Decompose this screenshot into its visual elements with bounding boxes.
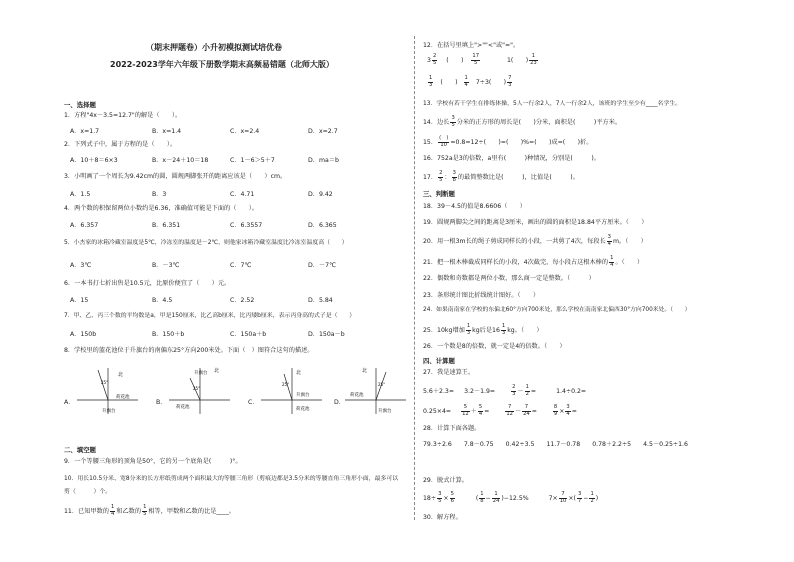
q8b-north-label: 北 (214, 368, 220, 374)
q4-option-b[interactable]: B．6.351 (152, 222, 181, 229)
question-27: 27．我是速算王。 (423, 369, 475, 376)
question-14: 14．边长 $\frac{3}{5}$ 分米的正方形的周长是( )分米，面积是( )平方米。 (423, 115, 622, 128)
question-2: 2．下列式子中，属于方程的是（ ）。 (64, 141, 177, 148)
q5-option-c[interactable]: C．7℃ (230, 262, 252, 269)
q29-row: 18÷ $\frac{3}{5}$ × $\frac{5}{6}$ ( $\frac{1}{8}$ − $\frac{1}{24}$ )−12.5% 7× $\frac{7}{10}$ ×( $\frac{3}{7}$ − $\frac{1}{2}$ ) (423, 491, 599, 504)
q12-frac-b: $\frac{17}{5}$ (472, 53, 479, 66)
question-3: 3．小明画了一个周长为9.42cm的圆，圆规两脚张开的距离应该是（ ）cm。 (64, 173, 287, 180)
question-6: 6．一本书打七折出售是10.5元，比原价便宜了（ ）元。 (64, 280, 231, 287)
q1-option-a[interactable]: A．x=1.7 (70, 128, 100, 135)
question-8: 8．学校里的篮花池位于升旗台的南偏东25°方向200米处。下面（ ）图符合这句的描述。 (64, 347, 314, 354)
q8d-center-label: 荷花池 (350, 393, 364, 398)
q12-row-2: $\frac{1}{3}$ ( ) $\frac{1}{4}$ 7÷3( ) $\frac{7}{3}$ (429, 75, 512, 88)
q3-option-c[interactable]: C．4.71 (230, 191, 255, 198)
q5-option-a[interactable]: A．3℃ (70, 262, 92, 269)
q2-option-a[interactable]: A．10＋8＝6×3 (70, 157, 118, 164)
left-column (64, 0, 409, 562)
q1-option-b[interactable]: B．x=1.4 (152, 128, 182, 135)
q8c-center-label: 荷花池 (296, 407, 310, 412)
question-20: 20．用一根3m长的绳子剪成同样长的小段，一共剪了4次，每段长 $\frac{3}{4}$ m。（ ） (423, 234, 647, 247)
page-title-1: （期末押题卷）小升初模拟测试培优卷 (146, 43, 282, 52)
page-title-2: 2022-2023学年六年级下册数学期末高频易错题（北师大版） (110, 60, 334, 69)
question-30: 30．解方程。 (423, 514, 462, 521)
question-15: 15． $\frac{( )}{10}$ =0.8=12÷( )=( )%=( )成=( )折。 (423, 135, 593, 148)
q12-blank-1[interactable]: ( ) (446, 57, 464, 65)
q6-option-d[interactable]: D．5.84 (308, 297, 333, 304)
section-calc: 四、计算题 (423, 357, 455, 365)
q7-option-a[interactable]: A．150b (70, 331, 97, 338)
section-fill: 二、填空题 (64, 446, 96, 454)
question-12: 12．在括号里填上">""<"或"="。 (423, 42, 520, 49)
q27-row-1: 5.6＋2.3= 3.2－1.9= $\frac{2}{3}$ － $\frac{1}{2}$ = 1.4÷0.2= (423, 384, 587, 397)
q12-whole: 3 (427, 57, 431, 65)
q5-option-b[interactable]: B．－3℃ (152, 262, 180, 269)
q8-diagram-d (340, 364, 410, 416)
question-18: 18．39－4.5的值是8.6606（ ） (423, 203, 526, 210)
q8-option-d[interactable]: D． (334, 399, 345, 406)
question-10: 10．用长10.5分米、宽8分米的长方形纸剪成两个面积最大的等腰三角形（剪痕边都是3.5分米的等腰直角三角形小面，最多可以剪（ ）个。 (64, 476, 399, 495)
q8b-angle-label: 25° (193, 386, 201, 391)
q8-diagram-a (72, 364, 142, 416)
q8-option-b[interactable]: B． (156, 399, 167, 406)
q2-option-c[interactable]: C．1－6＞5＋7 (230, 157, 275, 164)
q11-fraction-2: $\frac{1}{5}$ (143, 504, 147, 517)
question-25: 25．10kg增加 $\frac{1}{3}$ kg后是16 $\frac{1}{3}$ kg。（ ） (423, 323, 543, 336)
q8-diagram-b (164, 364, 234, 416)
q8b-center-label: 荷花池 (176, 405, 190, 410)
q8-diagram-c (256, 364, 326, 416)
question-16: 16．752a是3的倍数，a里有( )种情况，分别是( )。 (423, 155, 600, 162)
q2-option-b[interactable]: B．x－24＋10＝18 (152, 157, 209, 164)
question-21: 21．把一根木棒截成同样长的小段，4次截完，每小段占这根木棒的 $\frac{1}{4}$ 。（ ） (423, 255, 644, 268)
right-column (423, 0, 763, 562)
q3-option-b[interactable]: B．3 (152, 191, 167, 198)
q2-option-d[interactable]: D．ma＝b (308, 157, 339, 164)
q12-blank-2[interactable]: 1( ) (506, 57, 529, 65)
q11-text-b: 和乙数的 (116, 508, 142, 516)
q5-option-d[interactable]: D．－7℃ (308, 262, 337, 269)
q1-option-d[interactable]: D．x=2.7 (308, 128, 338, 135)
q8c-angle-label: 25° (282, 382, 290, 387)
q8c-point-label: 升旗台 (296, 393, 310, 398)
q8-option-c[interactable]: C． (248, 399, 259, 406)
q4-option-c[interactable]: C．6.3557 (230, 222, 263, 229)
column-divider (414, 36, 415, 520)
q8a-center-label: 荷花池 (116, 395, 130, 400)
question-22: 22．偶数和奇数都是两位小数，那么商一定是整数。（ ） (423, 275, 595, 282)
q12-frac-a: $\frac{2}{5}$ (432, 53, 437, 66)
q8a-angle-label: 25° (101, 380, 109, 385)
question-19: 19．圆规两脚尖之间的距离是3厘米，画出的圆的面积是18.84平方厘米。（ ） (423, 219, 648, 226)
q7-option-d[interactable]: D．150a－b (308, 331, 345, 338)
q12-row-1 (427, 54, 539, 72)
q8d-north-label: 北 (362, 368, 368, 374)
q12-frac-c: $\frac{1}{23}$ (530, 53, 537, 66)
question-23: 23．条形统计图比折线统计图好。（ ） (423, 292, 540, 299)
q4-option-a[interactable]: A．6.357 (70, 222, 99, 229)
q6-option-b[interactable]: B．4.5 (152, 297, 173, 304)
q8-option-a[interactable]: A． (64, 399, 75, 406)
q8b-point-label: 升旗台 (194, 371, 208, 376)
q7-option-c[interactable]: C．150a＋b (230, 331, 267, 338)
question-5: 5．小杰家的冰箱冷藏室温度是5℃，冷冻室的温度是－2℃，则他家冰箱冷藏室温度比冷冻室温度高（ ） (64, 240, 348, 246)
q8d-angle-label: 25° (378, 382, 386, 387)
question-26: 26．一个数是8的倍数，就一定是4的倍数。（ ） (423, 343, 566, 350)
q1-option-c[interactable]: C．x=2.4 (230, 128, 260, 135)
q11-fraction-1: $\frac{1}{4}$ (111, 504, 115, 517)
question-28: 28．计算下面各题。 (423, 425, 481, 432)
q6-option-c[interactable]: C．2.52 (230, 297, 255, 304)
q7-option-b[interactable]: B．150＋b (152, 331, 185, 338)
q4-option-d[interactable]: D．6.365 (308, 222, 337, 229)
question-24: 24．如果南南家在学校的东偏北60°方向700米处，那么学校在南南家北偏西30°方向700米处。（ ） (423, 307, 691, 313)
q8a-north-label: 北 (118, 372, 124, 378)
q11-text-a: 11．已知甲数的 (64, 508, 109, 516)
question-29: 29．脱式计算。 (423, 477, 468, 484)
section-choice: 一、选择题 (64, 101, 96, 109)
question-4: 4．两个数的积保留两位小数约是6.36，准确值可能是下面的（ ）。 (64, 205, 259, 212)
question-11 (64, 505, 235, 517)
q8c-north-label: 北 (296, 370, 302, 376)
question-17: 17． $\frac{2}{5}$ ： $\frac{3}{8}$ 的最简整数比是( )，比值是( )。 (423, 170, 579, 183)
q27-row-2: 0.25×4= $\frac{5}{12}$ ＋ $\frac{5}{4}$ = $\frac{7}{12}$ － $\frac{7}{24}$ = $\frac{8}{9}$ × $\frac{3}{4}$ = (423, 404, 577, 417)
question-9: 9．一个等腰三角形的顶角是50°，它的另一个底角是( )°。 (64, 458, 242, 465)
question-1: 1．方程"4x－3.5=12.7"的解是（ ）。 (64, 112, 182, 119)
q6-option-a[interactable]: A．15 (70, 297, 89, 304)
q28-row: 79.3÷2.6 7.8－0.75 0.42÷3.5 11.7－0.78 0.78＋2.2÷5 4.5－0.25÷1.6 (423, 441, 688, 448)
q8a-point-label: 升旗台 (102, 409, 116, 414)
section-judge: 三、判断题 (423, 190, 455, 198)
q3-option-a[interactable]: A．1.5 (70, 191, 91, 198)
q3-option-d[interactable]: D．9.42 (308, 191, 333, 198)
q8d-point-label: 升旗台 (378, 409, 392, 414)
q11-text-c: 相等，甲数和乙数的比是____。 (148, 508, 235, 516)
q12-frac-d: $\frac{1}{3}$ (429, 75, 433, 88)
question-13: 13．学校有若干学生在排练体操，5人一行余2人，7人一行余2人，该班的学生至少有____名学生。 (423, 101, 682, 107)
question-7: 7．甲、乙、丙三个数的平均数是a，甲是150厘米，比乙高b厘米，比丙矮b厘米，表示丙身高的式子是（ ） (64, 313, 356, 319)
